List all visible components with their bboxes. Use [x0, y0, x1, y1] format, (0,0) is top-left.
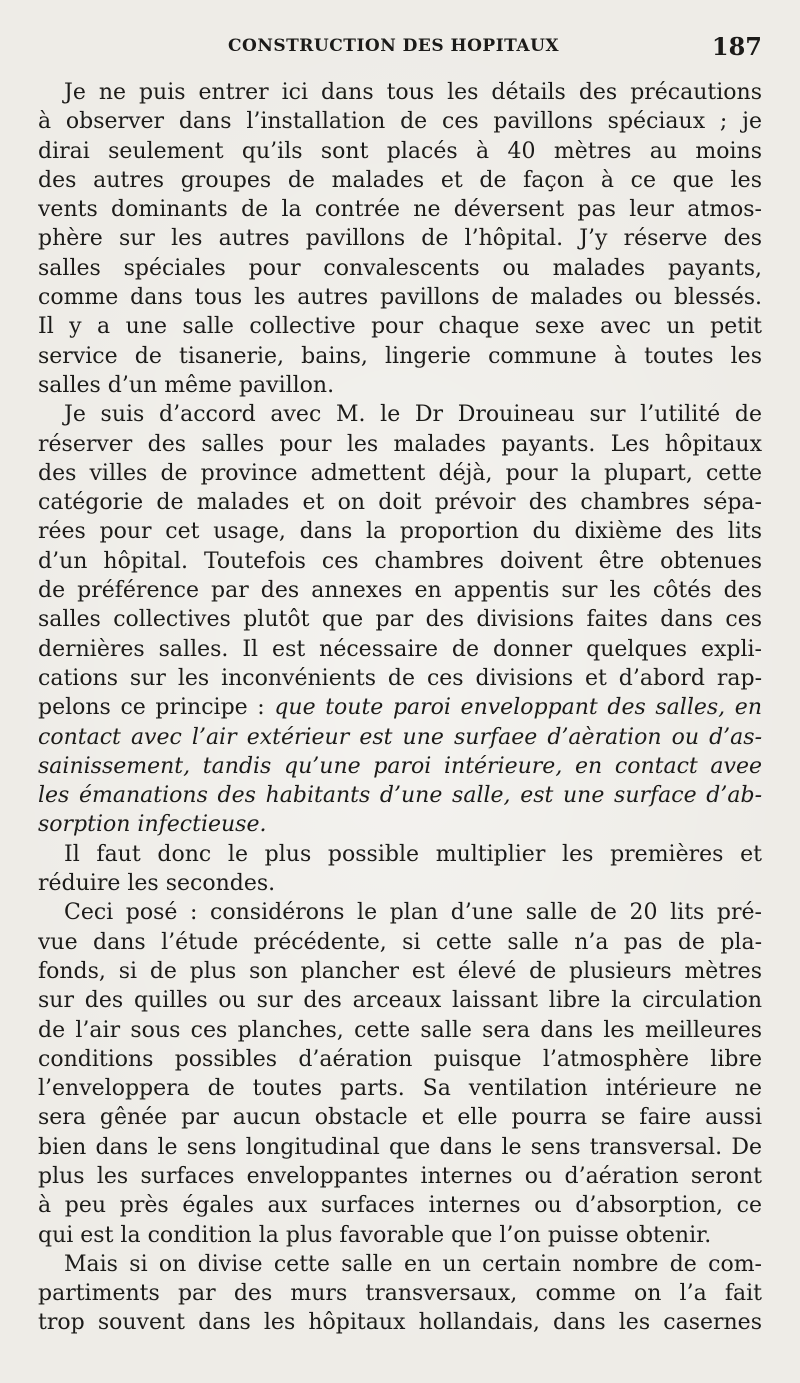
- text-line-mixed: [38, 693, 762, 722]
- text-line: qui est la condition la plus favorable que l’on puisse obtenir.: [38, 1222, 712, 1248]
- text-line: réserver des salles pour les malades payants. Les hôpitaux: [38, 431, 762, 457]
- text-line: à peu près égales aux surfaces internes ou d’absorption, ce: [38, 1193, 762, 1219]
- text-line: comme dans tous les autres pavillons de malades ou blessés.: [38, 285, 762, 311]
- text-line: de l’air sous ces planches, cette salle sera dans les meilleures: [38, 1017, 762, 1043]
- text-line: dernières salles. Il est nécessaire de donner quelques expli-: [38, 636, 762, 662]
- italic-line: contact avec l’air extérieur est une surfaee d’aèration ou d’as-: [38, 724, 762, 750]
- text-line: vue dans l’étude précédente, si cette salle n’a pas de pla-: [38, 929, 762, 955]
- text-line: service de tisanerie, bains, lingerie commune à toutes les: [38, 343, 762, 369]
- text-line: Il y a une salle collective pour chaque sexe avec un petit: [38, 314, 762, 340]
- body-text: [38, 78, 762, 1338]
- text-line: des autres groupes de malades et de façon à ce que les: [38, 167, 762, 193]
- text-line: vents dominants de la contrée ne déversent pas leur atmos-: [38, 197, 762, 223]
- text-line: catégorie de malades et on doit prévoir des chambres sépa-: [38, 490, 762, 516]
- text-line: salles collectives plutôt que par des divisions faites dans ces: [38, 607, 762, 633]
- text-line: Mais si on divise cette salle en un certain nombre de com-: [64, 1251, 762, 1277]
- text-line: sur des quilles ou sur des arceaux laissant libre la circulation: [38, 988, 762, 1014]
- text-line: dirai seulement qu’ils sont placés à 40 mètres au moins: [38, 138, 762, 164]
- text-line: réduire les secondes.: [38, 871, 276, 897]
- page-header: [0, 34, 800, 64]
- text-line: fonds, si de plus son plancher est élevé de plusieurs mètres: [38, 958, 762, 984]
- text-line: de préférence par des annexes en appentis sur les côtés des: [38, 578, 762, 604]
- text-segment: pelons ce principe :: [38, 695, 275, 721]
- italic-line: sorption infectieuse.: [38, 812, 267, 838]
- text-line: Il faut donc le plus possible multiplier les premières et: [64, 841, 762, 867]
- text-line: partiments par des murs transversaux, comme on l’a fait: [38, 1281, 762, 1307]
- text-line: phère sur les autres pavillons de l’hôpital. J’y réserve des: [38, 226, 762, 252]
- text-line: Je suis d’accord avec M. le Dr Drouineau sur l’utilité de: [64, 402, 762, 428]
- text-line: conditions possibles d’aération puisque l’atmosphère libre: [38, 1046, 762, 1072]
- italic-segment: que toute paroi enveloppant des salles, en: [274, 695, 762, 721]
- text-line: rées pour cet usage, dans la proportion du dixième des lits: [38, 519, 762, 545]
- text-line: sera gênée par aucun obstacle et elle pourra se faire aussi: [38, 1105, 762, 1131]
- text-line: Ceci posé : considérons le plan d’une salle de 20 lits pré-: [64, 900, 762, 926]
- text-line: cations sur les inconvénients de ces divisions et d’abord rap-: [38, 665, 762, 691]
- text-line: trop souvent dans les hôpitaux hollandais, dans les casernes: [38, 1310, 762, 1336]
- text-line: bien dans le sens longitudinal que dans le sens transversal. De: [38, 1134, 762, 1160]
- text-line: à observer dans l’installation de ces pavillons spéciaux ; je: [38, 109, 762, 135]
- text-line: salles spéciales pour convalescents ou malades payants,: [38, 255, 762, 281]
- text-line: plus les surfaces enveloppantes internes ou d’aération seront: [38, 1163, 762, 1189]
- text-line: Je ne puis entrer ici dans tous les détails des précautions: [64, 80, 762, 105]
- text-line: salles d’un même pavillon.: [38, 372, 335, 398]
- italic-line: sainissement, tandis qu’une paroi intérieure, en contact avee: [38, 753, 762, 779]
- text-line: d’un hôpital. Toutefois ces chambres doivent être obtenues: [38, 548, 762, 574]
- text-line: des villes de province admettent déjà, pour la plupart, cette: [38, 460, 762, 486]
- italic-line: les émanations des habitants d’une salle, est une surface d’ab-: [38, 783, 762, 809]
- text-line: l’enveloppera de toutes parts. Sa ventilation intérieure ne: [38, 1076, 762, 1102]
- page-number: 187: [711, 32, 762, 61]
- running-title: CONSTRUCTION DES HOPITAUX: [228, 36, 560, 56]
